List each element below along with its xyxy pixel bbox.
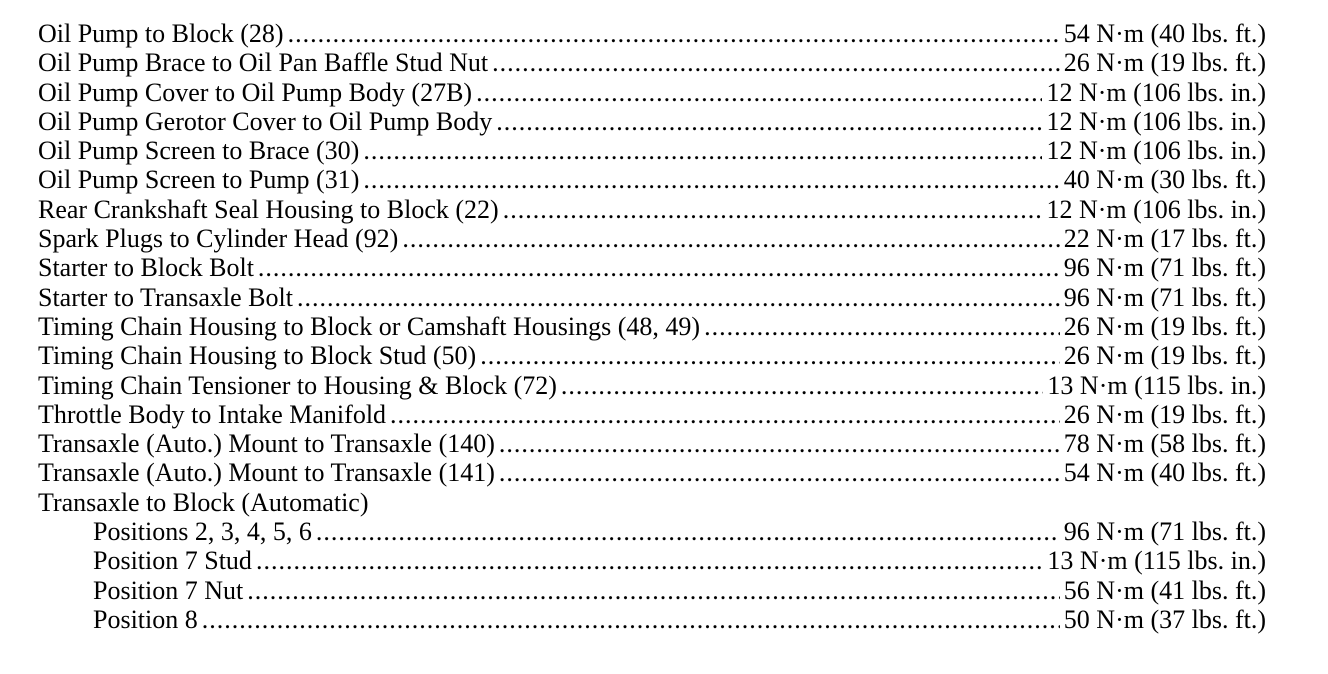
spec-value: 40 N·m (30 lbs. ft.) <box>1063 165 1266 195</box>
spec-label: Oil Pump Brace to Oil Pan Baffle Stud Nut <box>38 48 489 78</box>
spec-value: 12 N·m (106 lbs. in.) <box>1046 77 1266 107</box>
dot-leader <box>390 400 1060 429</box>
spec-label: Rear Crankshaft Seal Housing to Block (22) <box>38 194 499 224</box>
spec-row <box>38 283 1266 312</box>
spec-value: 12 N·m (106 lbs. in.) <box>1046 136 1266 166</box>
dot-leader <box>476 78 1042 107</box>
spec-label: Oil Pump Screen to Brace (30) <box>38 136 360 166</box>
dot-leader <box>247 576 1060 605</box>
spec-label: Transaxle (Auto.) Mount to Transaxle (140) <box>38 429 495 459</box>
sub-spec-row <box>38 546 1266 575</box>
spec-row <box>38 19 1266 48</box>
dot-leader <box>288 19 1060 48</box>
dot-leader <box>496 107 1042 136</box>
dot-leader <box>561 371 1044 400</box>
spec-label: Oil Pump Screen to Pump (31) <box>38 165 360 195</box>
sub-spec-label: Positions 2, 3, 4, 5, 6 <box>93 517 312 547</box>
dot-leader <box>499 429 1060 458</box>
spec-row <box>38 224 1266 253</box>
spec-row <box>38 165 1266 194</box>
spec-value: 12 N·m (106 lbs. in.) <box>1046 194 1266 224</box>
dot-leader <box>480 341 1060 370</box>
sub-spec-label: Position 8 <box>93 604 198 634</box>
spec-row <box>38 78 1266 107</box>
group-heading: Transaxle to Block (Automatic) <box>38 487 369 517</box>
spec-row <box>38 107 1266 136</box>
group-heading-row <box>38 488 1266 517</box>
sub-spec-label: Position 7 Stud <box>93 546 252 576</box>
sub-spec-value: 96 N·m (71 lbs. ft.) <box>1063 517 1266 547</box>
spec-row <box>38 253 1266 282</box>
spec-label: Timing Chain Tensioner to Housing & Block (72) <box>38 370 557 400</box>
spec-value: 13 N·m (115 lbs. in.) <box>1047 370 1266 400</box>
dot-leader <box>316 517 1060 546</box>
spec-label: Starter to Transaxle Bolt <box>38 282 293 312</box>
sub-spec-row <box>38 517 1266 546</box>
spec-row <box>38 312 1266 341</box>
spec-value: 22 N·m (17 lbs. ft.) <box>1063 224 1266 254</box>
dot-leader <box>402 224 1059 253</box>
spec-value: 12 N·m (106 lbs. in.) <box>1046 106 1266 136</box>
dot-leader <box>503 195 1043 224</box>
dot-leader <box>492 48 1060 77</box>
sub-spec-row <box>38 576 1266 605</box>
sub-spec-label: Position 7 Nut <box>93 575 244 605</box>
spec-row <box>38 458 1266 487</box>
dot-leader <box>202 605 1060 634</box>
spec-value: 26 N·m (19 lbs. ft.) <box>1063 48 1266 78</box>
spec-label: Oil Pump Gerotor Cover to Oil Pump Body <box>38 106 493 136</box>
spec-label: Timing Chain Housing to Block Stud (50) <box>38 341 477 371</box>
sub-spec-value: 50 N·m (37 lbs. ft.) <box>1063 604 1266 634</box>
spec-label: Oil Pump to Block (28) <box>38 19 284 48</box>
spec-value: 54 N·m (40 lbs. ft.) <box>1063 19 1266 48</box>
spec-row <box>38 371 1266 400</box>
spec-value: 96 N·m (71 lbs. ft.) <box>1063 282 1266 312</box>
spec-label: Starter to Block Bolt <box>38 253 254 283</box>
dot-leader <box>363 165 1059 194</box>
torque-spec-list <box>38 19 1266 634</box>
spec-label: Throttle Body to Intake Manifold <box>38 399 387 429</box>
spec-row <box>38 341 1266 370</box>
dot-leader <box>363 136 1042 165</box>
dot-leader <box>704 312 1060 341</box>
spec-value: 96 N·m (71 lbs. ft.) <box>1063 253 1266 283</box>
spec-row <box>38 195 1266 224</box>
spec-label: Timing Chain Housing to Block or Camshaft Housings (48, 49) <box>38 311 701 341</box>
spec-row <box>38 429 1266 458</box>
dot-leader <box>297 283 1060 312</box>
sub-spec-value: 56 N·m (41 lbs. ft.) <box>1063 575 1266 605</box>
spec-value: 78 N·m (58 lbs. ft.) <box>1063 429 1266 459</box>
spec-row <box>38 48 1266 77</box>
spec-label: Spark Plugs to Cylinder Head (92) <box>38 224 399 254</box>
spec-label: Oil Pump Cover to Oil Pump Body (27B) <box>38 77 473 107</box>
sub-spec-value: 13 N·m (115 lbs. in.) <box>1047 546 1266 576</box>
spec-value: 26 N·m (19 lbs. ft.) <box>1063 341 1266 371</box>
spec-value: 26 N·m (19 lbs. ft.) <box>1063 311 1266 341</box>
dot-leader <box>256 546 1043 575</box>
spec-value: 26 N·m (19 lbs. ft.) <box>1063 399 1266 429</box>
spec-value: 54 N·m (40 lbs. ft.) <box>1063 458 1266 488</box>
spec-label: Transaxle (Auto.) Mount to Transaxle (141) <box>38 458 495 488</box>
sub-spec-row <box>38 605 1266 634</box>
spec-row <box>38 400 1266 429</box>
spec-row <box>38 136 1266 165</box>
dot-leader <box>258 253 1060 282</box>
dot-leader <box>499 458 1060 487</box>
